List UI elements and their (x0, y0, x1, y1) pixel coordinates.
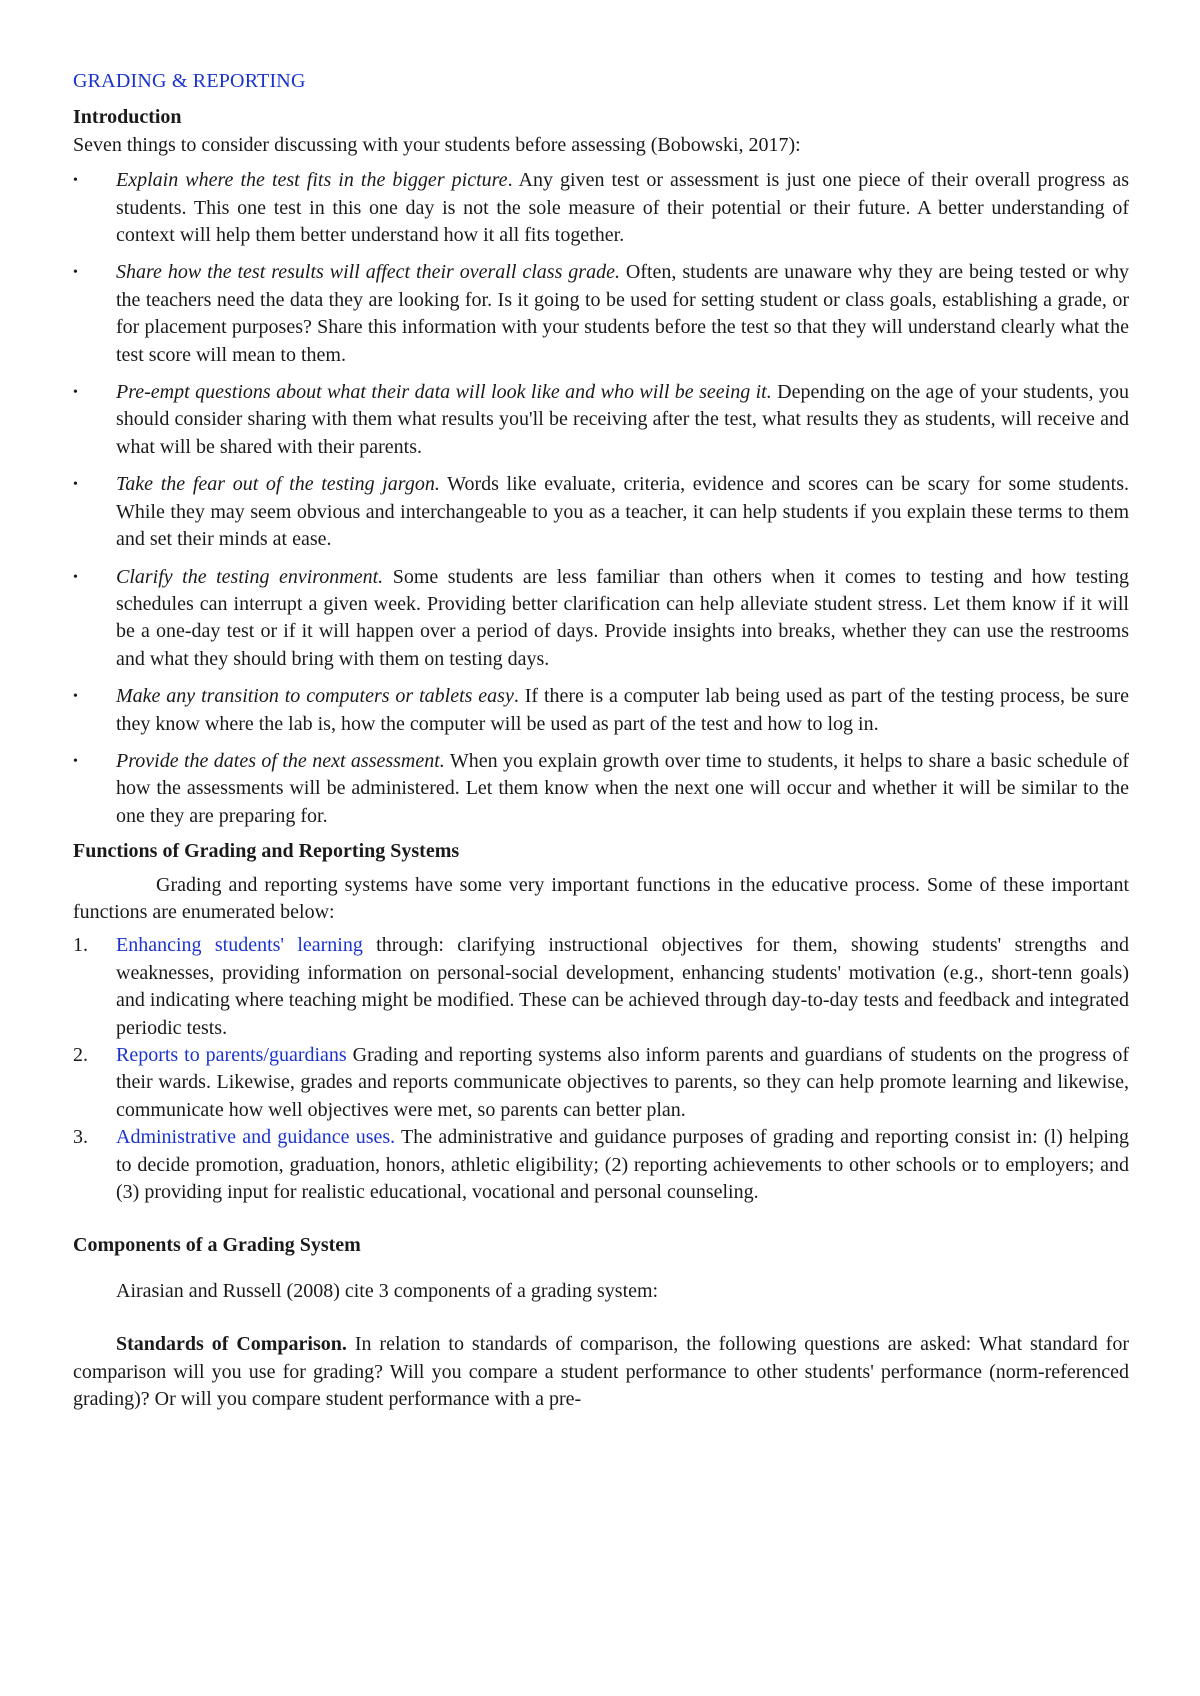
item-lead: Provide the dates of the next assessment. (116, 749, 445, 772)
list-item (73, 748, 1129, 830)
item-lead: Share how the test results will affect their overall class grade. (116, 261, 620, 284)
item-number: 2. (73, 1044, 88, 1066)
intro-heading: Introduction (73, 106, 182, 129)
item-text: Some students are less familiar than others when it comes to testing and how testing schedules can interrupt a given week. Providing better clarification can help alleviate student stress. Let them know if it will be a one-day test or if it will happen over a period of days. Provide insights into breaks, whether they can use the restrooms and what they should bring with them on testing days. (116, 565, 1129, 670)
item-lead: Explain where the test fits in the bigger picture (116, 169, 508, 192)
list-item (73, 932, 1129, 1042)
components-heading: Components of a Grading System (73, 1234, 361, 1257)
standards-paragraph (73, 1331, 1129, 1413)
item-text: Depending on the age of your students, you should consider sharing with them what results you'll be receiving after the test, what results they as students, will receive and what will be shared with their parents. (116, 381, 1129, 458)
item-text: When you explain growth over time to students, it helps to share a basic schedule of how the assessments will be administered. Let them know when the next one will occur and whether it will be similar to the one they are preparing for. (116, 749, 1130, 827)
functions-numbered-list (73, 932, 1129, 1206)
standards-lead: Standards of Comparison. (116, 1333, 347, 1356)
list-item (73, 167, 1129, 249)
item-lead: Clarify the testing environment. (116, 565, 384, 588)
item-lead: Take the fear out of the testing jargon. (116, 473, 440, 496)
standards-text: In relation to standards of comparison, the following questions are asked: What standard for comparison will you use for grading? Will you compare a student performance to other students' performance (norm-referenced grading)? Or will you compare student performance with a pre- (73, 1333, 1129, 1411)
item-text: Often, students are unaware why they are being tested or why the teachers need the data they are looking for. Is it going to be used for setting student or class goals, establishing a grade, or for placement purposes? Share this information with your students before the test so that they will understand clearly what the test score will mean to them. (116, 261, 1129, 366)
item-text: . Any given test or assessment is just one piece of their overall progress as students. This one test in this one day is not the sole measure of their potential or their future. A better understanding of context will help them better understand how it all fits together. (116, 169, 1129, 247)
item-text: The administrative and guidance purposes of grading and reporting consist in: (l) helping to decide promotion, graduation, honors, athletic eligibility; (2) reporting achievements to other schools or to employers; and (3) providing input for realistic educational, vocational and personal counseling. (116, 1126, 1129, 1204)
list-item (73, 259, 1129, 369)
list-item (73, 1042, 1129, 1124)
item-text: . If there is a computer lab being used as part of the testing process, be sure they know where the lab is, how the computer will be used as part of the test and how to log in. (116, 685, 1129, 735)
item-text: Grading and reporting systems also inform parents and guardians of students on the progress of their wards. Likewise, grades and reports communicate objectives to parents, so they can help promote learning and likewise, communicate how well objectives were met, so parents can better plan. (116, 1044, 1129, 1121)
item-text: Words like evaluate, criteria, evidence and scores can be scary for some students. While they may seem obvious and interchangeable to you as a teacher, it can help students if you explain these terms to them and set their minds at ease. (116, 473, 1129, 551)
item-number: 3. (73, 1126, 88, 1149)
document-title: GRADING & REPORTING (73, 70, 306, 92)
item-lead: Enhancing students' learning (116, 934, 363, 957)
functions-heading: Functions of Grading and Reporting Systems (73, 840, 460, 863)
document-page (73, 68, 1129, 1413)
intro-lead: Seven things to consider discussing with your students before assessing (Bobowski, 2017): (73, 133, 801, 156)
components-lead: Airasian and Russell (2008) cite 3 components of a grading system: (116, 1279, 659, 1302)
intro-bullet-list (73, 167, 1129, 830)
item-number: 1. (73, 934, 88, 957)
list-item (73, 379, 1129, 461)
item-lead: Administrative and guidance uses. (116, 1126, 396, 1149)
item-lead: Pre-empt questions about what their data will look like and who will be seeing it. (116, 381, 772, 404)
list-item (73, 683, 1129, 738)
item-lead: Reports to parents/guardians (116, 1044, 347, 1066)
list-item (73, 564, 1129, 674)
functions-lead: Grading and reporting systems have some very important functions in the educative process. Some of these important functions are enumerated below: (73, 873, 1129, 923)
item-text: through: clarifying instructional objectives for them, showing students' strengths and weaknesses, providing information on personal-social development, enhancing students' motivation (e.g., short-tenn goals) and indicating where teaching might be modified. These can be achieved through day-to-day tests and feedback and integrated periodic tests. (116, 934, 1129, 1039)
list-item (73, 1124, 1129, 1206)
item-lead: Make any transition to computers or tablets easy (116, 685, 514, 708)
list-item (73, 471, 1129, 553)
